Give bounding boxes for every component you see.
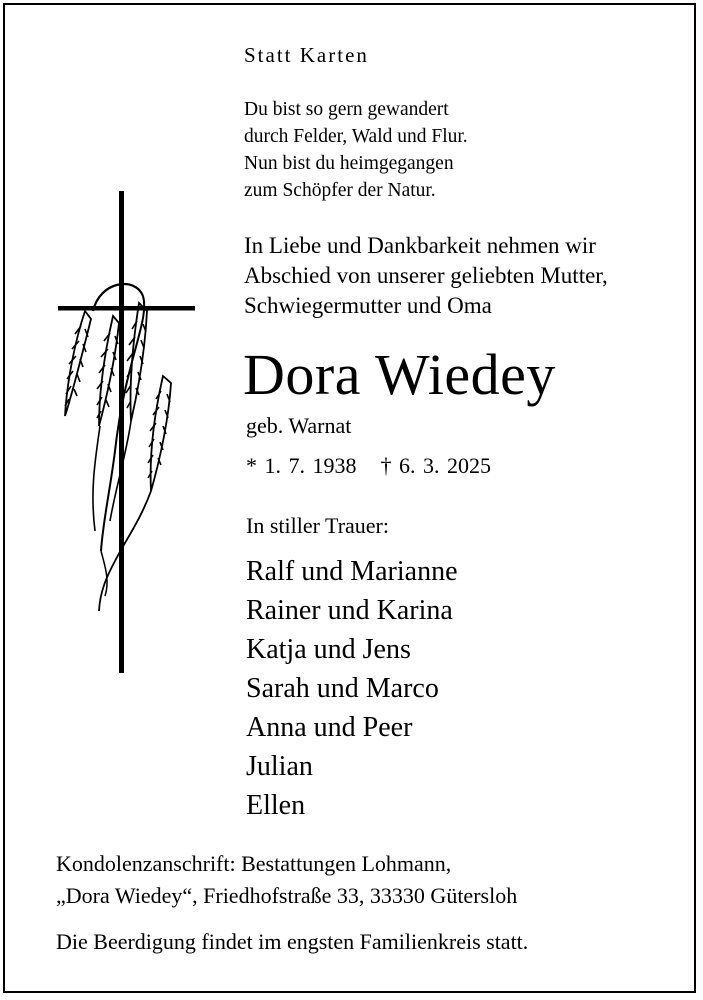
mourner-name: Anna und Peer — [246, 712, 413, 743]
death-date: † 6. 3. 2025 — [380, 453, 491, 478]
poem — [244, 96, 468, 204]
cross-with-wheat-icon — [55, 191, 200, 673]
obituary-notice — [3, 3, 696, 993]
mourner-name: Ralf und Marianne — [246, 556, 458, 587]
mourner-name: Sarah und Marco — [246, 673, 439, 704]
mourner-name: Julian — [246, 751, 313, 782]
mourner-name: Rainer und Karina — [246, 595, 453, 626]
poem-line: Nun bist du heimgegangen — [244, 153, 454, 174]
intro-text — [244, 231, 608, 321]
mourners-list — [246, 552, 458, 825]
condolence-line: Kondolenzanschrift: Bestattungen Lohmann, — [56, 851, 452, 876]
mourner-name: Ellen — [246, 790, 306, 821]
condolence-line: „Dora Wiedey“, Friedhofstraße 33, 33330 Gütersloh — [56, 883, 518, 908]
condolence-address — [56, 848, 517, 912]
deceased-name: Dora Wiedey — [243, 342, 556, 407]
life-dates — [246, 453, 491, 479]
birth-name: geb. Warnat — [246, 413, 352, 438]
intro-line: Schwiegermutter und Oma — [244, 293, 492, 318]
mourner-name: Katja und Jens — [246, 634, 411, 665]
poem-line: durch Felder, Wald und Flur. — [244, 126, 468, 147]
header-statt-karten: Statt Karten — [244, 43, 369, 67]
mourning-label: In stiller Trauer: — [246, 513, 389, 538]
intro-line: Abschied von unserer geliebten Mutter, — [244, 263, 608, 288]
intro-line: In Liebe und Dankbarkeit nehmen wir — [244, 233, 596, 258]
funeral-note: Die Beerdigung findet im engsten Familienkreis statt. — [56, 929, 529, 954]
poem-line: Du bist so gern gewandert — [244, 99, 449, 120]
birth-date: * 1. 7. 1938 — [246, 453, 357, 478]
poem-line: zum Schöpfer der Natur. — [244, 180, 436, 201]
